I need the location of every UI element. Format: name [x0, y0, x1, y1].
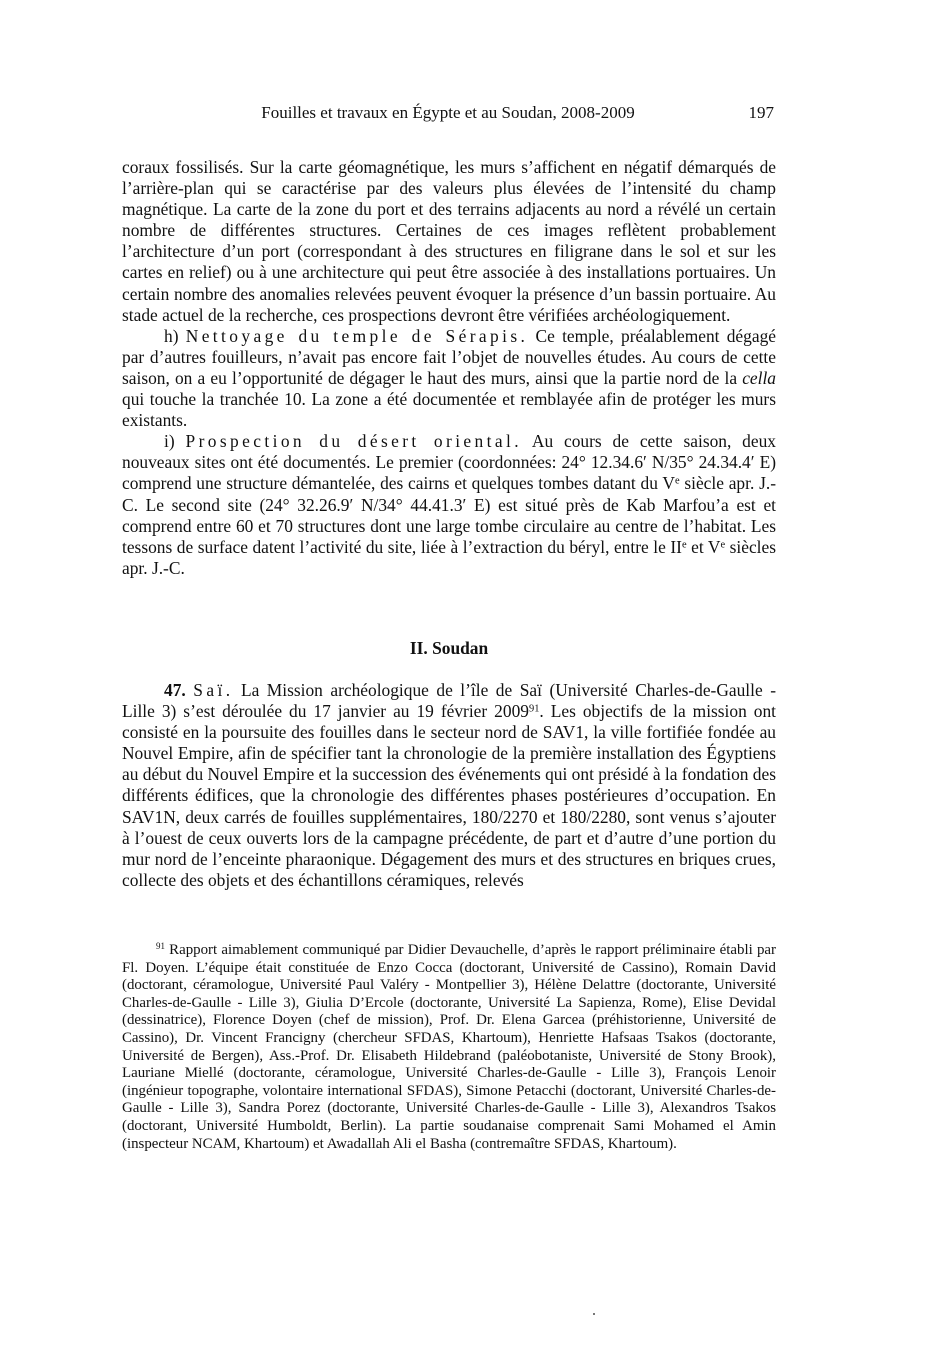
desert-text-4: siècles apr. J.-C.	[122, 536, 776, 578]
sai-text-2: . Les objectifs de la mission ont consisté en la poursuite des fouilles dans le secteur nord de SAV1, la ville fortifiée fondée au Nouvel Empire, afin de spécifier tant la chronologie de la première installation des Égyptiens au début du Nouvel Empire et la succession des événements qui ont présidé à la fondation des différents édifices, que la chronologie des différentes phases postérieures d’occupation. En SAV1N, deux carrés de fouilles supplémentaires, 180/2270 et 180/2280, sont venus s’ajouter à l’ouest de ceux ouverts lors de la campagne précédente, de part et d’autre d’une portion du mur nord de l’enceinte pharaonique. Dégagement des murs et des structures en briques crues, collecte des objets et des échantillons céramiques, relevés	[122, 701, 776, 890]
paragraph-sai	[122, 680, 776, 891]
body-text-lower	[122, 680, 776, 891]
paragraph-eastern-desert	[122, 431, 776, 579]
running-title: Fouilles et travaux en Égypte et au Soudan, 2008-2009	[261, 103, 635, 122]
paragraph-continuation: coraux fossilisés. Sur la carte géomagnétique, les murs s’affichent en négatif démarqués de l’arrière-plan qui se caractérise par des valeurs plus élevées de l’intensité du champ magnétique. La carte de la zone du port et des terrains adjacents au nord a révélé un certain nombre de différentes structures. Certaines de ces images reflètent probablement l’architecture d’un port (correspondant à des structures en filigrane dans le sol et sur les cartes en relief) ou à une architecture qui peut être associée à des installations portuaires. Un certain nombre des anomalies relevées peuvent évoquer la présence d’un bassin portuaire. Au stade actuel de la recherche, ces prospections devront être vérifiées archéologiquement.	[122, 157, 776, 325]
page-number: 197	[748, 103, 774, 122]
paragraph-serapis-temple	[122, 326, 776, 431]
section-heading: II. Soudan	[409, 638, 489, 658]
desert-text-3: et V	[686, 536, 721, 557]
serapis-text-2: qui touche la tranchée 10. La zone a été documentée et remblayée afin de protéger les murs existants.	[122, 389, 776, 431]
footnote-block	[122, 942, 776, 1153]
running-header	[122, 103, 774, 129]
spaced-heading-sai: Saï.	[193, 680, 234, 700]
spaced-heading-desert: Prospection du désert oriental.	[185, 431, 522, 452]
footnote-91	[122, 942, 776, 1153]
spaced-heading-serapis: Nettoyage du temple de Sérapis.	[185, 325, 529, 346]
sai-text-1: La Mission archéologique de l’île de Saï (Université Charles-de-Gaulle - Lille 3) s’est déroulée du 17 janvier au 19 février 2009	[122, 680, 776, 722]
footnote-number: 91	[156, 941, 165, 952]
superscript-e-2: e	[681, 538, 687, 550]
section-number-47: 47.	[164, 680, 186, 700]
footnote-ref-91: 91	[528, 703, 540, 715]
body-text-upper	[122, 157, 776, 579]
item-label-h: h)	[164, 325, 186, 346]
item-label-i: i)	[164, 431, 186, 452]
superscript-e-3: e	[720, 538, 726, 550]
footnote-text: Rapport aimablement communiqué par Didier Devauchelle, d’après le rapport préliminaire établi par Fl. Doyen. L’équipe était constituée de Enzo Cocca (doctorant, Université de Cassino), Romain David (doctorant, céramologue, Université Paul Valéry - Montpellier 3), Hélène Delattre (doctorante, Université Charles-de-Gaulle - Lille 3), Giulia D’Ercole (doctorante, Université La Sapienza, Rome), Elise Devidal (dessinatrice), Florence Doyen (chef de mission), Prof. Dr. Elena Garcea (préhistorienne, Université de Cassino), Dr. Vincent Francigny (chercheur SFDAS, Khartoum), Henriette Hafsaas Tsakos (doctorante, Université de Bergen), Ass.-Prof. Dr. Elisabeth Hildebrand (paléobotaniste, Université de Stony Brook), Lauriane Miellé (doctorante, céramologue, Université Charles-de-Gaulle - Lille 3), François Lenoir (ingénieur topographe, volontaire international SFDAS), Simone Petacchi (doctorant, Université Charles-de-Gaulle - Lille 3), Sandra Porez (doctorante, Université Charles-de-Gaulle - Lille 3), Alexandros Tsakos (doctorant, Université Humboldt, Berlin). La partie soudanaise comprenait Sami Mohamed el Amin (inspecteur NCAM, Khartoum) et Awadallah Ali el Basha (contremaître SFDAS, Khartoum).	[122, 942, 776, 1152]
superscript-e-1: e	[674, 475, 680, 487]
desert-text-1: Au cours de cette saison, deux nouveaux sites ont été documentés. Le premier (coordonnées: 24° 12.34.6′ N/35° 24.34.4′ E) comprend une structure démantelée, des cairns et quelques tombes datant du V	[122, 431, 776, 494]
italic-cella: cella	[742, 367, 776, 388]
scan-speck	[593, 1313, 595, 1315]
serapis-text-1: Ce temple, préalablement dégagé par d’autres fouilleurs, n’avait pas encore fait l’objet de nouvelles études. Au cours de cette saison, on a eu l’opportunité de dégager le haut des murs, ainsi que la partie nord de la	[122, 325, 776, 388]
desert-text-2: siècle apr. J.-C. Le second site (24° 32.26.9′ N/34° 44.41.3′ E) est situé près de Kab Marfou’a est et comprend entre 60 et 70 structures dont une large tombe circulaire au centre de l’habitat. Les tessons de surface datent l’activité du site, liée à l’extraction du béryl, entre le II	[122, 473, 776, 557]
